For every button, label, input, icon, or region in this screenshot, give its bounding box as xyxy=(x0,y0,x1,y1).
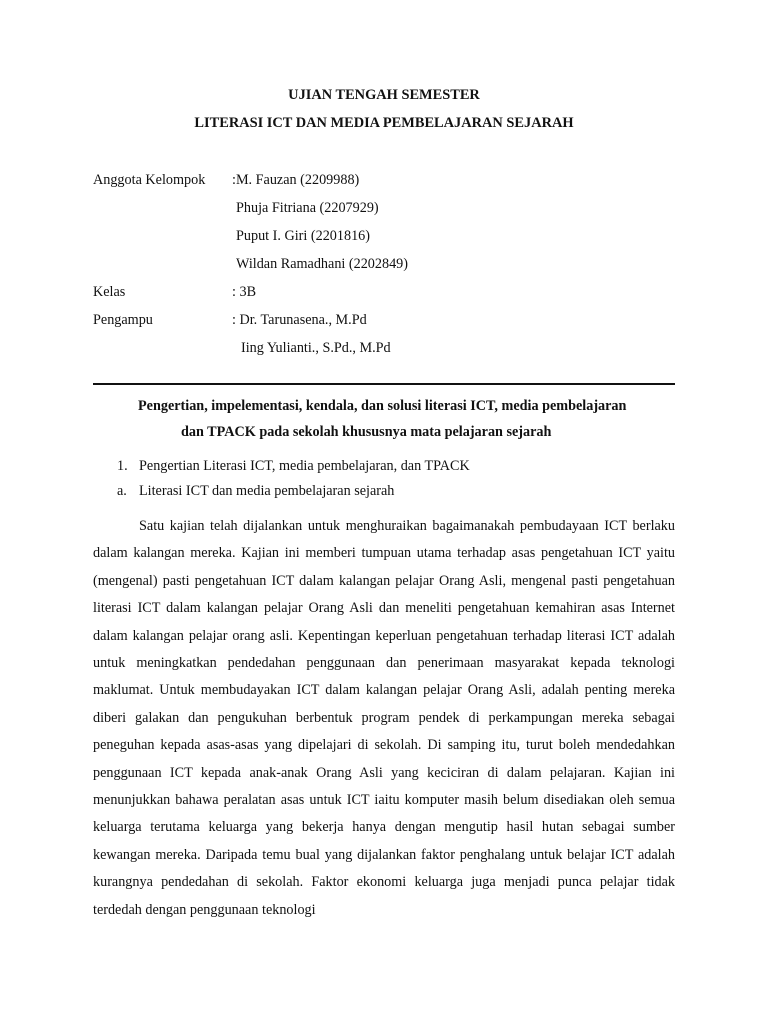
section-heading-line2: dan TPACK pada sekolah khususnya mata pelajaran sejarah xyxy=(181,424,552,440)
lecturer-value-1: : Dr. Tarunasena., M.Pd xyxy=(232,312,367,328)
document-subtitle: LITERASI ICT DAN MEDIA PEMBELAJARAN SEJARAH xyxy=(194,115,574,131)
group-member-4: Wildan Ramadhani (2202849) xyxy=(236,256,409,272)
section-heading-line1: Pengertian, impelementasi, kendala, dan solusi literasi ICT, media pembelajaran xyxy=(138,398,627,414)
list-marker: 1. xyxy=(117,458,128,474)
list-text: Pengertian Literasi ICT, media pembelajaran, dan TPACK xyxy=(139,458,470,474)
class-value: : 3B xyxy=(232,284,257,300)
class-label: Kelas xyxy=(93,284,126,300)
group-member-2: Phuja Fitriana (2207929) xyxy=(236,200,379,216)
document-title: UJIAN TENGAH SEMESTER xyxy=(288,87,480,103)
list-marker: a. xyxy=(117,483,127,499)
group-member-1: :M. Fauzan (2209988) xyxy=(232,172,360,188)
lecturer-label: Pengampu xyxy=(93,312,153,328)
section-divider xyxy=(93,383,675,385)
group-label: Anggota Kelompok xyxy=(93,172,206,188)
group-member-3: Puput I. Giri (2201816) xyxy=(236,228,370,244)
body-paragraph: Satu kajian telah dijalankan untuk menghuraikan bagaimanakah pembudayaan ICT berlaku dalam kalangan mereka. Kajian ini memberi tumpuan utama terhadap asas pengetahuan ICT yaitu (mengenal) pasti pengetahuan ICT dalam kalangan pelajar Orang Asli, mengenal pasti pengetahuan literasi ICT dalam kalangan pelajar Orang Asli dan meneliti pengetahuan kemahiran asas Internet dalam kalangan pelajar orang asli. Kepentingan keperluan pengetahuan terhadap literasi ICT adalah untuk meningkatkan pendedahan penggunaan dan penerimaan masyarakat kepada teknologi maklumat. Untuk membudayakan ICT dalam kalangan pelajar Orang Asli, adalah penting mereka diberi galakan dan pengukuhan berbentuk program pendek di perkampungan mereka sebagai peneguhan kepada asas-asas yang dipelajari di sekolah. Di samping itu, turut boleh mendedahkan penggunaan ICT kepada anak-anak Orang Asli yang keciciran di dalam pelajaran. Kajian ini menunjukkan bahawa peralatan asas untuk ICT iaitu komputer masih belum disediakan oleh semua keluarga terutama keluarga yang bekerja hanya dengan mengutip hasil hutan sebagai sumber kewangan mereka. Daripada temu bual yang dijalankan faktor penghalang untuk belajar ICT adalah kurangnya pendedahan di sekolah. Faktor ekonomi keluarga juga menjadi punca pelajar tidak terdedah dengan penggunaan teknologi xyxy=(93,518,675,918)
lecturer-value-2: Iing Yulianti., S.Pd., M.Pd xyxy=(241,340,391,356)
list-text: Literasi ICT dan media pembelajaran sejarah xyxy=(139,483,395,499)
